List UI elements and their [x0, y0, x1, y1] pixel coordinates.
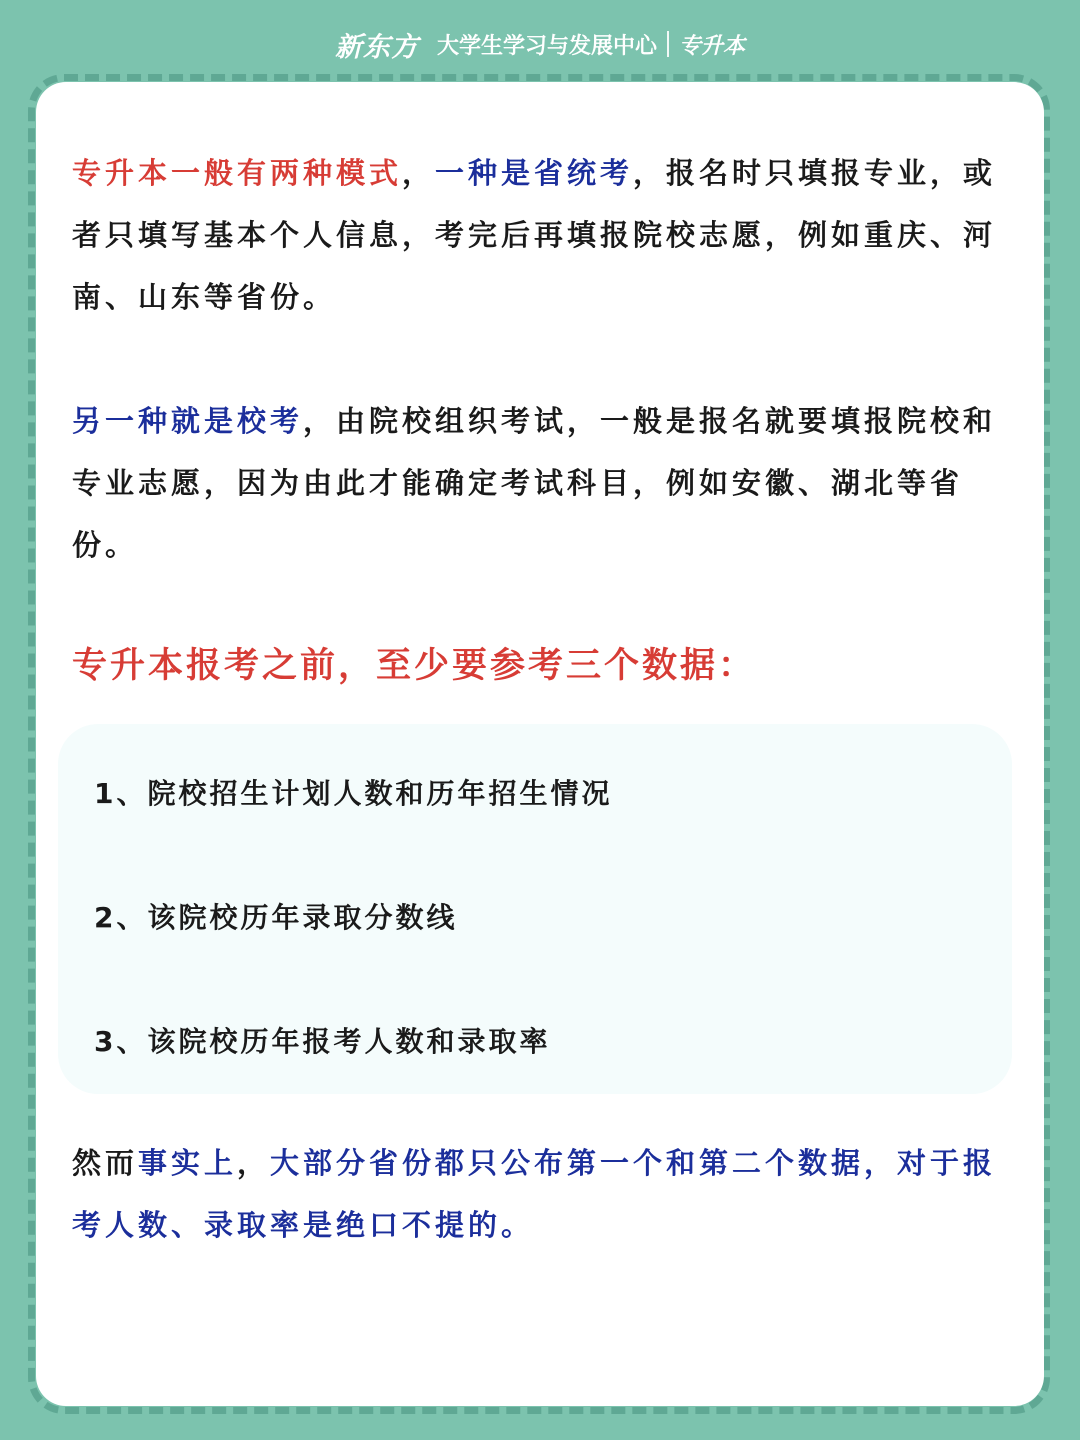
highlight-two-modes: 专升本一般有两种模式 [72, 156, 403, 190]
paragraph-modes [72, 142, 1012, 328]
brand-tag: 专升本 [679, 33, 746, 59]
highlight-school-exam: 另一种就是校考 [72, 404, 304, 438]
paragraph-text: ，报名时只填报专业，或者只填写基本个人信息，考完后再填报院校志愿，例如重庆、河南、山东等省份。 [72, 156, 997, 314]
list-item: 3、该院校历年报考人数和录取率 [94, 1025, 551, 1058]
paragraph-school-exam [72, 390, 1012, 576]
separator: ， [402, 156, 436, 190]
paragraph-text: ，由院校组织考试，一般是报名就要填报院校和专业志愿，因为由此才能确定考试科目，例如安徽、湖北等省份。 [72, 404, 997, 562]
brand-logo: 新东方 [334, 31, 419, 63]
highlight-provincial-exam: 一种是省统考 [435, 156, 634, 190]
highlight-in-fact: 事实上 [138, 1146, 238, 1180]
section-heading: 专升本报考之前，至少要参考三个数据： [72, 646, 757, 686]
paragraph-conclusion [72, 1132, 1012, 1256]
separator: ， [237, 1146, 271, 1180]
brand-subtitle: 大学生学习与发展中心 [436, 33, 657, 59]
list-item: 1、院校招生计划人数和历年招生情况 [94, 777, 613, 810]
list-item: 2、该院校历年录取分数线 [94, 901, 458, 934]
paragraph-lead: 然而 [72, 1146, 139, 1180]
header-divider [667, 31, 669, 57]
brand-header [0, 22, 1080, 66]
highlight-conclusion: 大部分省份都只公布第一个和第二个数据，对于报考人数、录取率是绝口不提的。 [72, 1146, 997, 1242]
content-card [36, 82, 1044, 1406]
data-list-box [58, 724, 1012, 1094]
